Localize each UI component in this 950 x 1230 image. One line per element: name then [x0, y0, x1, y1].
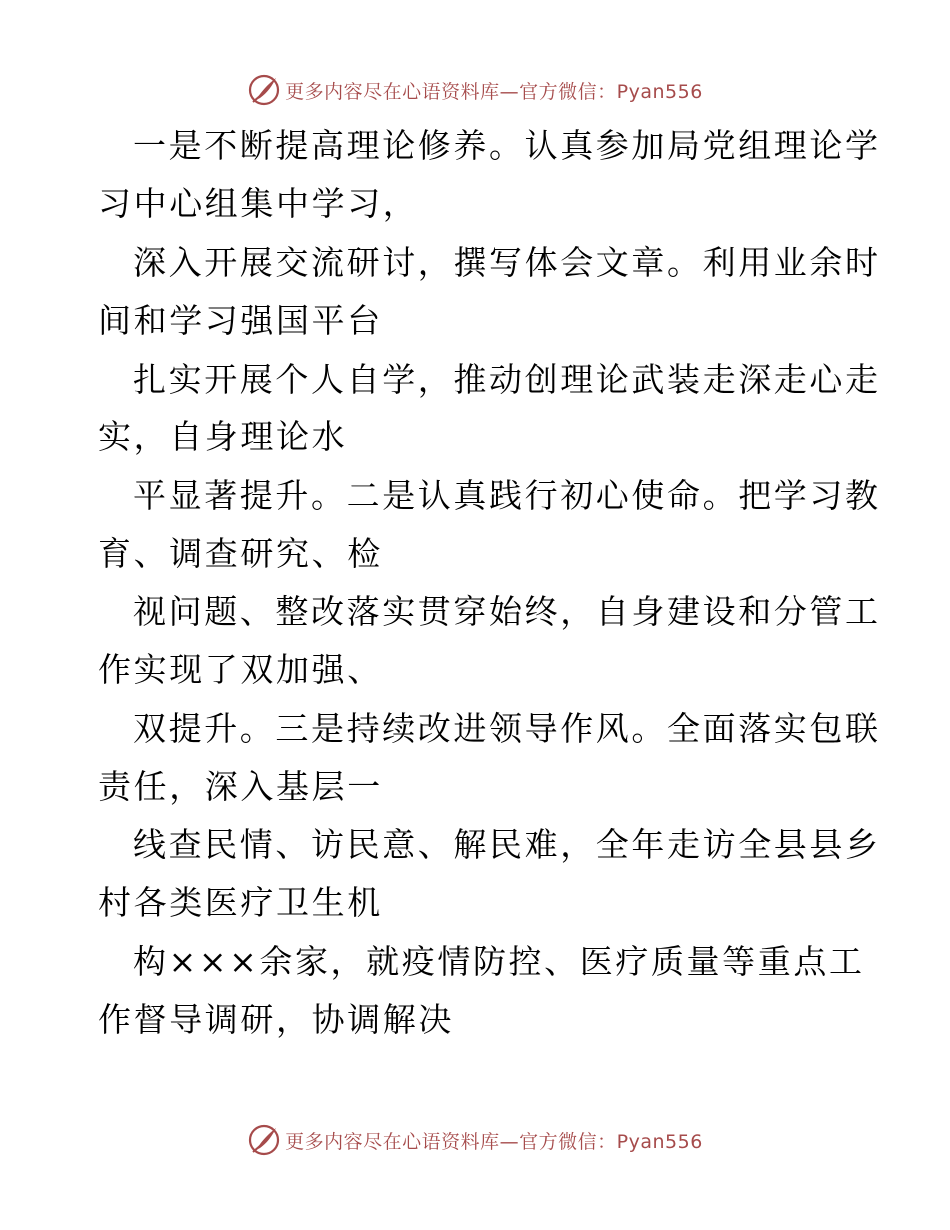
paragraph-line: 责任，深入基层一 [98, 767, 383, 806]
paragraph-line: 间和学习强国平台 [98, 301, 383, 340]
header-watermark-text: 更多内容尽在心语资料库—官方微信：Pyan556 [285, 80, 703, 103]
paragraph-line: 习中心组集中学习， [98, 184, 419, 223]
paragraph-line: 线查民情、访民意、解民难，全年走访全县县乡 [133, 825, 881, 864]
footer-watermark-text: 更多内容尽在心语资料库—官方微信：Pyan556 [285, 1130, 703, 1153]
paragraph-line: 作实现了双加强、 [98, 650, 383, 689]
paragraph-line: 育、调查研究、检 [98, 534, 383, 573]
paragraph-line: 作督导调研，协调解决 [98, 1000, 454, 1039]
paragraph-line: 一是不断提高理论修养。认真参加局党组理论学 [133, 126, 881, 165]
paragraph-line: 深入开展交流研讨，撰写体会文章。利用业余时 [133, 243, 881, 282]
paragraph-line: 平显著提升。二是认真践行初心使命。把学习教 [133, 476, 881, 515]
header-watermark [0, 70, 950, 110]
footer-watermark [0, 1120, 950, 1160]
paragraph-line: 扎实开展个人自学，推动创理论武装走深走心走 [133, 360, 881, 399]
feather-quill-logo-icon [247, 73, 281, 107]
paragraph-line: 双提升。三是持续改进领导作风。全面落实包联 [133, 709, 881, 748]
feather-quill-logo-icon [247, 1123, 281, 1157]
paragraph-line: 村各类医疗卫生机 [98, 883, 383, 922]
paragraph-line: 构×××余家，就疫情防控、医疗质量等重点工 [133, 942, 865, 981]
paragraph-line: 实，自身理论水 [98, 417, 348, 456]
paragraph-line: 视问题、整改落实贯穿始终，自身建设和分管工 [133, 592, 881, 631]
